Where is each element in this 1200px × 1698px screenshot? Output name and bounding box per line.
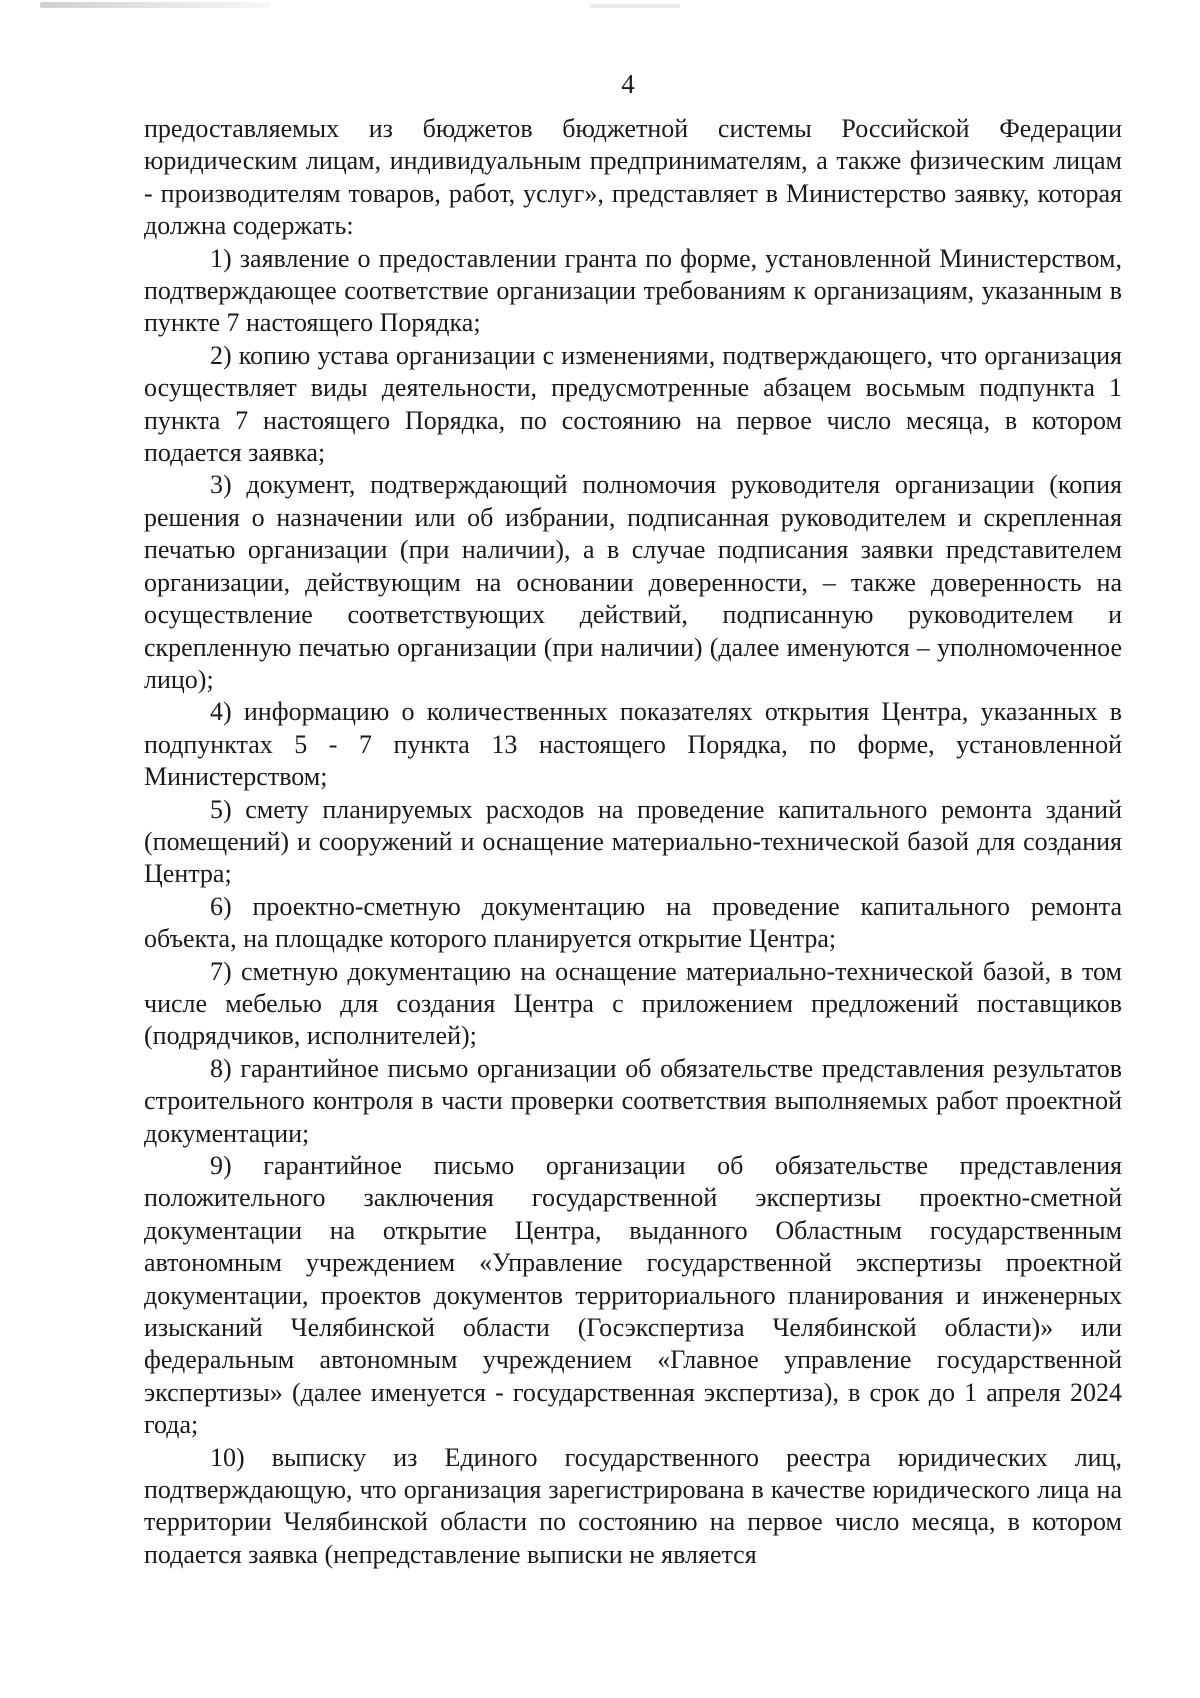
list-item-paragraph: 10) выписку из Единого государственного реестра юридических лиц, подтверждающую, что организация зарегистрирована в качестве юридического лица на территории Челябинской области по состоянию на первое число месяца, в котором подается заявка (непредставление выписки не является [144,1442,1122,1569]
list-item-paragraph: 4) информацию о количественных показателях открытия Центра, указанных в подпунктах 5 - 7 пункта 13 настоящего Порядка, по форме, установленной Министерством; [144,697,1122,792]
continuation-paragraph: предоставляемых из бюджетов бюджетной системы Российской Федерации юридическим лицам, индивидуальным предпринимателям, а также физическим лицам - производителям товаров, работ, услуг», представляет в Министерство заявку, которая должна содержать: [144,114,1122,241]
scan-artifact [40,2,270,8]
document-body [144,113,1122,1571]
page-number: 4 [621,69,635,99]
scan-artifact [590,4,680,8]
list-item-paragraph: 9) гарантийное письмо организации об обязательстве представления положительного заключения государственной экспертизы проектно-сметной документации на открытие Центра, выданного Областным государственным автономным учреждением «Управление государственной экспертизы проектной документации, проектов документов территориального планирования и инженерных изысканий Челябинской области (Госэкспертиза Челябинской области)» или федеральным автономным учреждением «Главное управление государственной экспертизы» (далее именуется - государственная экспертиза), в срок до 1 апреля 2024 года; [144,1151,1122,1440]
list-item-paragraph: 8) гарантийное письмо организации об обязательстве представления результатов строительного контроля в части проверки соответствия выполняемых работ проектной документации; [144,1053,1122,1148]
list-item-paragraph: 3) документ, подтверждающий полномочия руководителя организации (копия решения о назначении или об избрании, подписанная руководителем и скрепленная печатью организации (при наличии), а в случае подписания заявки представителем организации, действующим на основании доверенности, – также доверенность на осуществление соответствующих действий, подписанную руководителем и скрепленную печатью организации (при наличии) (далее именуются – уполномоченное лицо); [144,470,1122,694]
list-item-paragraph: 7) сметную документацию на оснащение материально-технической базой, в том числе мебелью для создания Центра с приложением предложений поставщиков (подрядчиков, исполнителей); [144,956,1122,1051]
list-item-paragraph: 2) копию устава организации с изменениями, подтверждающего, что организация осуществляет виды деятельности, предусмотренные абзацем восьмым подпункта 1 пункта 7 настоящего Порядка, по состоянию на первое число месяца, в котором подается заявка; [144,340,1122,468]
list-item-paragraph: 5) смету планируемых расходов на проведение капитального ремонта зданий (помещений) и сооружений и оснащение материально-технической базой для создания Центра; [144,794,1122,889]
list-item-paragraph: 6) проектно-сметную документацию на проведение капитального ремонта объекта, на площадке которого планируется открытие Центра; [144,891,1122,954]
list-item-paragraph: 1) заявление о предоставлении гранта по форме, установленной Министерством, подтверждающее соответствие организации требованиям к организациям, указанным в пункте 7 настоящего Порядка; [144,243,1122,338]
